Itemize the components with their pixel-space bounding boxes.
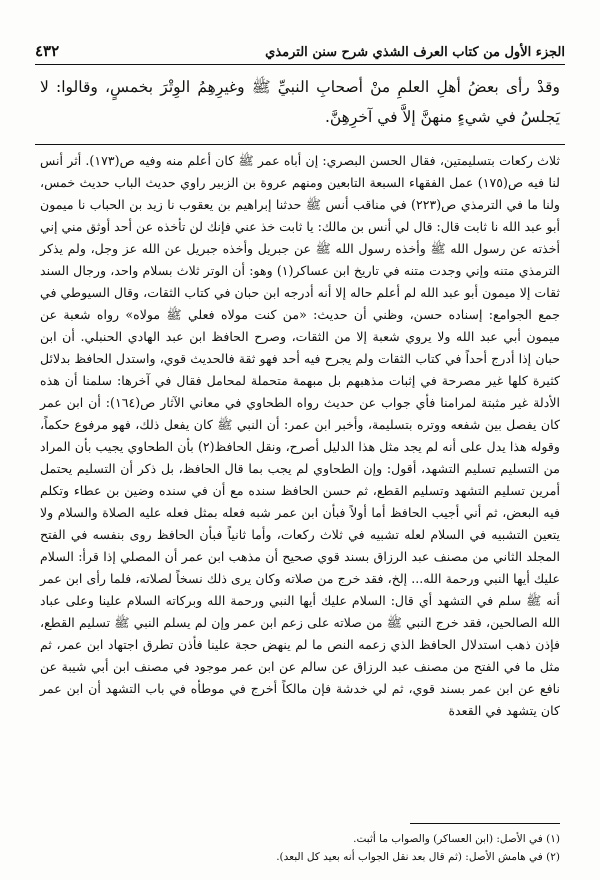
footnote: (١) في الأصل: (ابن العساكر) والصواب ما أثبت. <box>353 833 560 845</box>
section-divider <box>35 144 565 145</box>
footnote-rule <box>410 823 560 824</box>
hadith-text: وقدْ رأى بعضُ أهلِ العلمِ منْ أصحابِ النبيِّ ﷺ وغيرِهِمُ الوِتْرَ بخمسٍ، وقالوا: لا يَجلسُ في شيءٍ منهنَّ إلاَّ في آخرِهِنَّ. <box>40 78 560 126</box>
commentary-text: ثلاث ركعات بتسليمتين، فقال الحسن البصري: إن أباه عمر ﷺ كان أعلم منه وفيه ص(١٧٣). أثر أنس لنا فيه ص(١٧٥) عمل الفقهاء السبعة التابعين ومنهم عروة بن الزبير راوي حديث الباب حديث خمس، ولنا ما في الترمذي ص(٢٢٣) في مناقب أنس ﷺ حدثنا إبراهيم بن يعقوب نا زيد بن الحباب نا ميمون أبو عبد الله نا ثابت قال: قال لي أنس بن مالك: يا ثابت خذ عني فإنك لن تأخذه عن أحد أوثق مني إني أخذته عن رسول الله ﷺ وأخذه رسول الله ﷺ عن جبريل وأخذه جبريل عن الله عز وجل، ولم يذكر الترمذي متنه وإني وجدت متنه في تاريخ ابن عساكر(١) وهو: أن الوتر ثلاث بسلام واحد، ورجال السند ثقات إلا ميمون أبو عبد الله لم أعلم حاله إلا أنه أدرجه ابن حبان في كتاب الثقات، وقال السيوطي في جمع الجوامع: إسناده حسن، وظني أن حديث: «من كنت مولاه فعلي ﷺ مولاه» رواه شعبة عن ميمون أبي عبد الله ولا يروي شعبة إلا من الثقات، وصرح الحافظ ابن عبد الهادي الحنبلي. أن ابن حبان إذا أدرج أحداً في كتاب الثقات ولم يجرح فيه أحد فهو ثقة فالحديث قوي، واستدل الحافظ بدلائل كثيرة كلها غير مصرحة في إثبات مذهبهم بل مبهمة متحملة لمحامل فقال في آخرها: سلمنا أن هذه الأدلة غير مثبتة لمرامنا فأي جواب عن حديث رواه الطحاوي في معاني الآثار ص(١٦٤): أن ابن عمر كان يفصل بين شفعه ووتره بتسليمة، وأخبر ابن عمر: أن النبي ﷺ كان يفعل ذلك، فهو مرفوع حكماً، وقوله هذا يدل على أنه لم يجد مثل هذا الدليل أصرح، ونقل الحافظ(٢) بأن الطحاوي يجيب بأن المراد من التسليم تسليم التشهد، أقول: وإن الطحاوي لم يجب بما قال الحافظ، بل ذكر أن التسليم يحتمل أمرين تسليم التشهد وتسليم القطع، ثم حسن الحافظ سنده مع أن في سنده وضين بن عطاء وتكلم فيه البعض، ثم أني أجيب الحافظ أما أولاً فبأن ابن عمر شبه فعله بمثل فعله عليه الصلاة والسلام ولا يتعين التشبيه في السلام لعله تشبيه في ثلاث ركعات، وأما ثانياً فبأن الحافظ روى بنفسه في الفتح المجلد الثاني من مصنف عبد الرزاق بسند قوي صحيح أن مذهب ابن عمر أن المصلي إذا قرأ: السلام عليك أيها النبي ورحمة الله... إلخ، فقد خرج من صلاته وكان يرى ذلك نسخاً لصلاته، فلما رأى ابن عمر أنه ﷺ سلم في التشهد أي قال: السلام عليك أيها النبي ورحمة الله وبركاته السلام علينا وعلى عباد الله الصالحين، فقد خرج النبي ﷺ من صلاته على زعم ابن عمر وإن لم يسلم النبي ﷺ تسليم القطع، فإذن ذهب استدلال الحافظ الذي زعمه النص ما لم ينهض حجة علينا فأذن تطرق اجتهاد ابن عمر، ثم مثل ما في الفتح من مصنف عبد الرزاق عن سالم عن ابن عمر موجود في مصنف ابن أبي شيبة عن نافع عن ابن عمر بسند قوي، ثم لي خدشة فإن مالكاً أخرج في موطأه في باب التشهد أن ابن عمر كان يتشهد في القعدة <box>40 153 561 718</box>
footnotes <box>40 830 560 866</box>
footnote: (٢) في هامش الأصل: (ثم قال بعد نقل الجواب أنه بعيد كل البعد). <box>276 851 560 863</box>
page-number: ٤٣٢ <box>35 42 60 60</box>
book-title: الجزء الأول من كتاب العرف الشذي شرح سنن الترمذي <box>265 45 565 60</box>
running-header <box>35 30 565 65</box>
